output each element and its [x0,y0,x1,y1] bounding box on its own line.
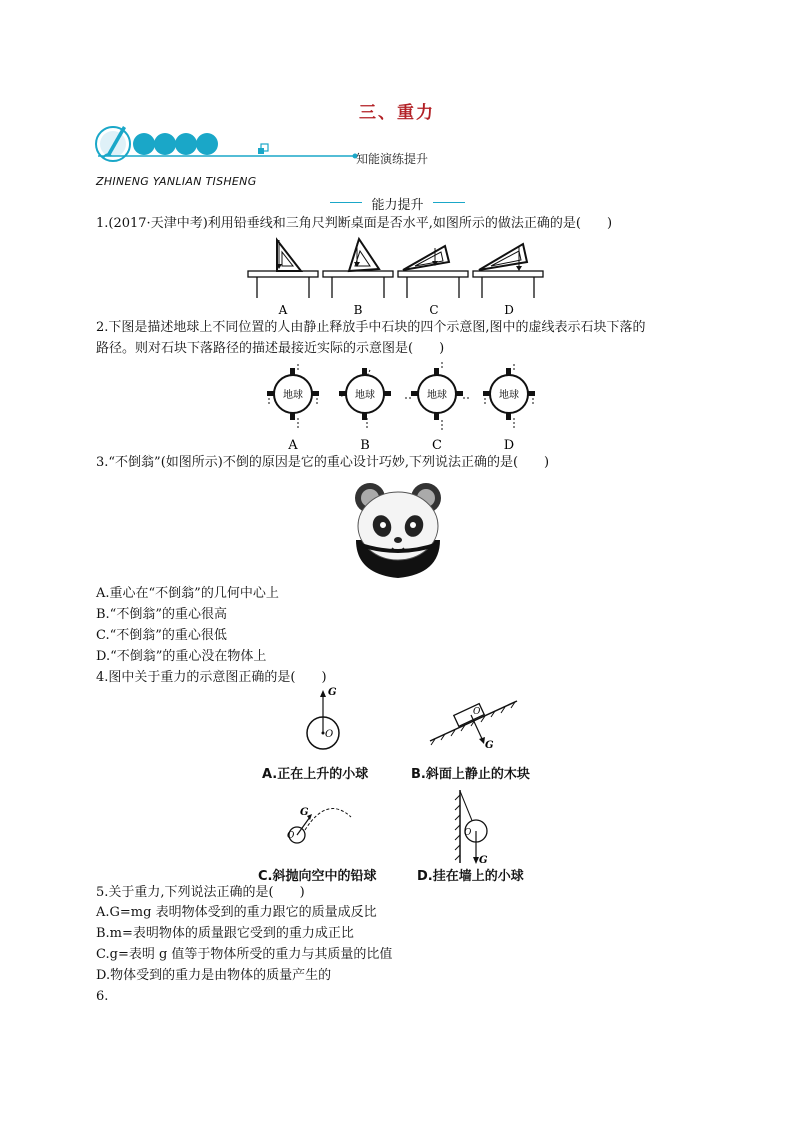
figure-caption-c: C.斜抛向空中的铅球 [258,869,377,884]
figure-label: C [432,438,442,453]
banner-dot [175,133,197,155]
earth-label: 地球 [427,390,447,401]
figure-label: A [278,303,288,317]
question-1-stem: 1.(2017·天津中考)利用铅垂线和三角尺判断桌面是否水平,如图所示的做法正确的是( ) [96,216,613,231]
section-heading [330,194,465,213]
banner-dot [154,133,176,155]
question-5-stem: 5.关于重力,下列说法正确的是( ) [96,885,305,900]
question-4-stem: 4.图中关于重力的示意图正确的是( ) [96,670,327,685]
figure-label: D [504,303,514,317]
figure-label: B [360,438,370,453]
figure-label: C [429,303,439,317]
earth-label: 地球 [283,390,303,401]
force-label: G [328,687,337,698]
force-label: G [300,807,309,818]
question-5-option-d: D.物体受到的重力是由物体的质量产生的 [96,968,332,983]
question-3-stem: 3.“不倒翁”(如图所示)不倒的原因是它的重心设计巧妙,下列说法正确的是( ) [96,455,550,470]
question-3-option-b: B.“不倒翁”的重心很高 [96,607,227,622]
figure-caption-a: A.正在上升的小球 [262,767,369,782]
section-banner [93,118,393,168]
question-5-option-a: A.G=mg 表明物体受到的重力跟它的质量成反比 [96,905,377,920]
question-3-option-c: C.“不倒翁”的重心很低 [96,628,227,643]
force-label: G [479,855,488,866]
table-a-figure [248,240,318,298]
question-2-figure [255,362,545,454]
banner-pinyin: ZHINENG YANLIAN TISHENG [96,175,257,188]
banner-dot [196,133,218,155]
figure-b-block-on-incline [430,701,517,751]
question-4-figure [255,685,545,885]
question-5-option-b: B.m=表明物体的质量跟它受到的重力成正比 [96,926,354,941]
figure-d-hanging-ball [455,790,488,866]
question-3-option-a: A.重心在“不倒翁”的几何中心上 [96,586,279,601]
page-title: 三、重力 [359,103,435,123]
banner-label: 知能演练提升 [356,152,429,166]
figure-label: B [353,303,363,317]
tumbler-toy-image [350,478,446,582]
center-label: O [287,831,295,841]
figure-label: D [503,438,515,453]
question-3-option-d: D.“不倒翁”的重心没在物体上 [96,649,267,664]
figure-caption-d: D.挂在墙上的小球 [417,869,524,884]
figure-label: A [288,438,298,453]
question-1-figure [245,236,550,318]
center-label: O [325,729,334,740]
question-2-stem-line1: 2.下图是描述地球上不同位置的人由静止释放手中石块的四个示意图,图中的虚线表示石块下落的 [96,320,646,335]
table-c-figure [398,246,468,298]
figure-c-shot-put [287,807,351,843]
figure-a-rising-ball [307,687,339,749]
banner-dot [133,133,155,155]
table-b-figure [323,239,393,298]
question-5-option-c: C.g=表明 g 值等于物体所受的重力与其质量的比值 [96,947,393,962]
question-6-stem: 6. [96,989,109,1004]
figure-caption-b: B.斜面上静止的木块 [411,767,530,782]
table-d-figure [473,244,543,298]
section-title: 能力提升 [371,198,424,213]
center-label: O [464,828,472,838]
earth-label: 地球 [355,390,375,401]
force-label: G [485,740,494,751]
earth-label: 地球 [499,390,519,401]
center-label: O [473,707,481,717]
question-2-stem-line2: 路径。则对石块下落路径的描述最接近实际的示意图是( ) [96,341,445,356]
